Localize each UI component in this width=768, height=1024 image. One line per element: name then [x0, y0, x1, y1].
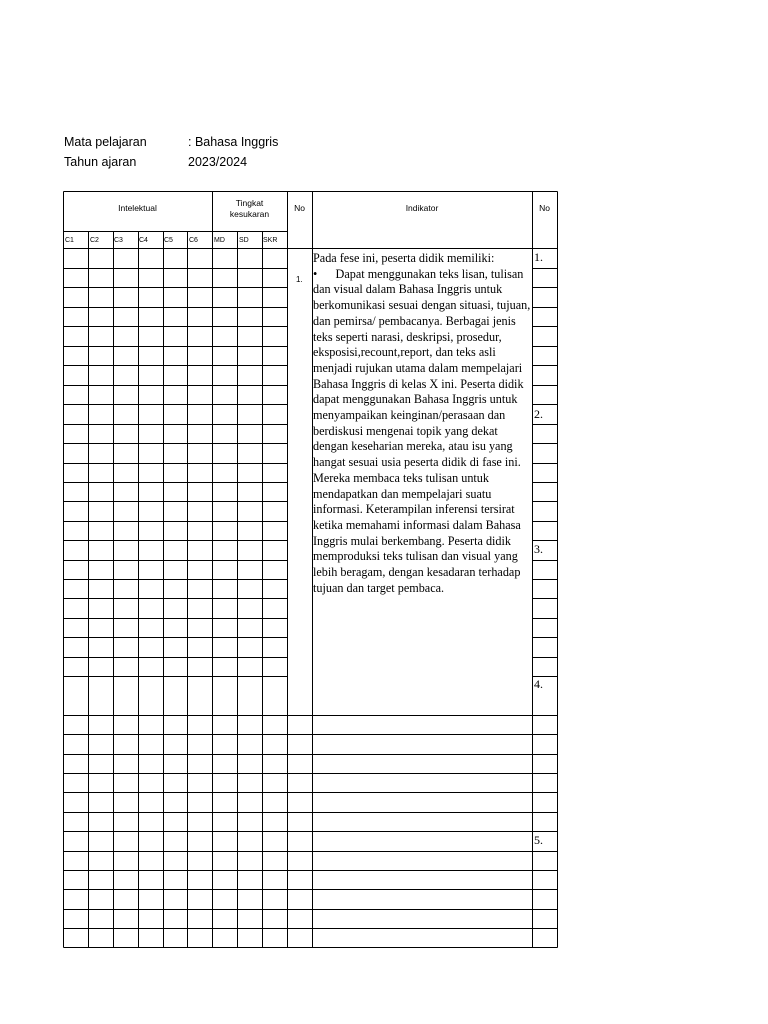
header-intelektual: Intelektual: [118, 203, 157, 213]
right-no-5: 5.: [534, 833, 543, 847]
subheader-c1: C1: [65, 237, 74, 244]
header-tingkat-kesukaran: [212, 198, 287, 219]
right-no-1: 1.: [534, 250, 543, 264]
header-no-right: No: [539, 203, 550, 213]
right-no-4: 4.: [534, 677, 543, 691]
subheader-c6: C6: [189, 237, 198, 244]
subheader-c5: C5: [164, 237, 173, 244]
subheader-c4: C4: [139, 237, 148, 244]
subheader-c2: C2: [90, 237, 99, 244]
right-no-3: 3.: [534, 542, 543, 556]
subject-value: : Bahasa Inggris: [188, 135, 279, 149]
right-no-2: 2.: [534, 407, 543, 421]
left-no-value: 1.: [296, 275, 303, 284]
subheader-md: MD: [214, 237, 225, 244]
indikator-text: Pada fese ini, peserta didik memiliki: • Dapat menggunakan teks lisan, tulisan dan visual dalam Bahasa Inggris untuk berkomunikasi sesuai dengan situasi, tujuan, dan pemirsa/ pembacanya. Berbagai jenis teks seperti narasi, deskripsi, prosedur, eksposisi,recount,report, dan teks asli menjadi rujukan utama dalam mempelajari Bahasa Inggris di kelas X ini. Peserta didik dapat menggunakan Bahasa Inggris untuk menyampaikan keinginan/perasaan dan berdiskusi mengenai topik yang dekat dengan keseharian mereka, atau isu yang hangat sesuai usia peserta didik di fase ini. Mereka membaca teks tulisan untuk mendapatkan dan mempelajari suatu informasi. Keterampilan inferensi tersirat ketika memahami informasi dalam Bahasa Inggris mulai berkembang. Peserta didik memproduksi teks tulisan dan visual yang lebih beragam, dengan kesadaran terhadap tujuan dan target pembaca.: [313, 251, 531, 595]
header-tingkat-line1: Tingkat: [235, 198, 264, 208]
subheader-skr: SKR: [263, 237, 278, 244]
header-no-left: No: [294, 203, 305, 213]
subject-label: Mata pelajaran: [64, 135, 147, 149]
subheader-c3: C3: [114, 237, 123, 244]
year-value: 2023/2024: [188, 155, 248, 169]
subheader-sd: SD: [239, 237, 249, 244]
header-indikator: Indikator: [405, 203, 439, 213]
header-tingkat-line2: kesukaran: [229, 208, 270, 219]
year-label: Tahun ajaran: [64, 155, 137, 169]
